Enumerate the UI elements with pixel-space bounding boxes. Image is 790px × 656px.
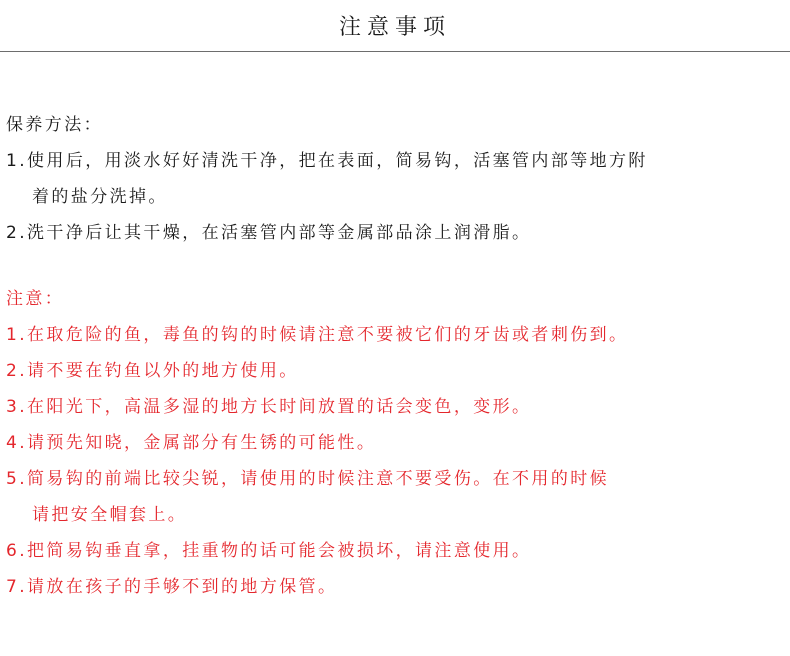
care-item-1: 1.使用后，用淡水好好清洗干净，把在表面，简易钩，活塞管内部等地方附 <box>6 151 648 171</box>
care-heading: 保养方法： <box>6 115 103 135</box>
page-title: 注意事项 <box>338 15 451 40</box>
notice-item-6: 6.把简易钩垂直拿，挂重物的话可能会被损坏，请注意使用。 <box>6 541 532 561</box>
notice-item-2: 2.请不要在钓鱼以外的地方使用。 <box>6 361 299 381</box>
care-item-2: 2.洗干净后让其干燥，在活塞管内部等金属部品涂上润滑脂。 <box>6 223 532 243</box>
page-header <box>0 0 790 52</box>
care-item-1-continued: 着的盐分洗掉。 <box>32 187 168 207</box>
notice-item-3: 3.在阳光下，高温多湿的地方长时间放置的话会变色，变形。 <box>6 397 532 417</box>
notice-item-7: 7.请放在孩子的手够不到的地方保管。 <box>6 577 338 597</box>
notice-item-5-continued: 请把安全帽套上。 <box>32 505 188 525</box>
notice-item-4: 4.请预先知晓，金属部分有生锈的可能性。 <box>6 433 377 453</box>
notice-item-5: 5.简易钩的前端比较尖锐，请使用的时候注意不要受伤。在不用的时候 <box>6 469 610 489</box>
notice-item-1: 1.在取危险的鱼，毒鱼的钩的时候请注意不要被它们的牙齿或者刺伤到。 <box>6 325 629 345</box>
notice-heading: 注意： <box>6 289 65 309</box>
